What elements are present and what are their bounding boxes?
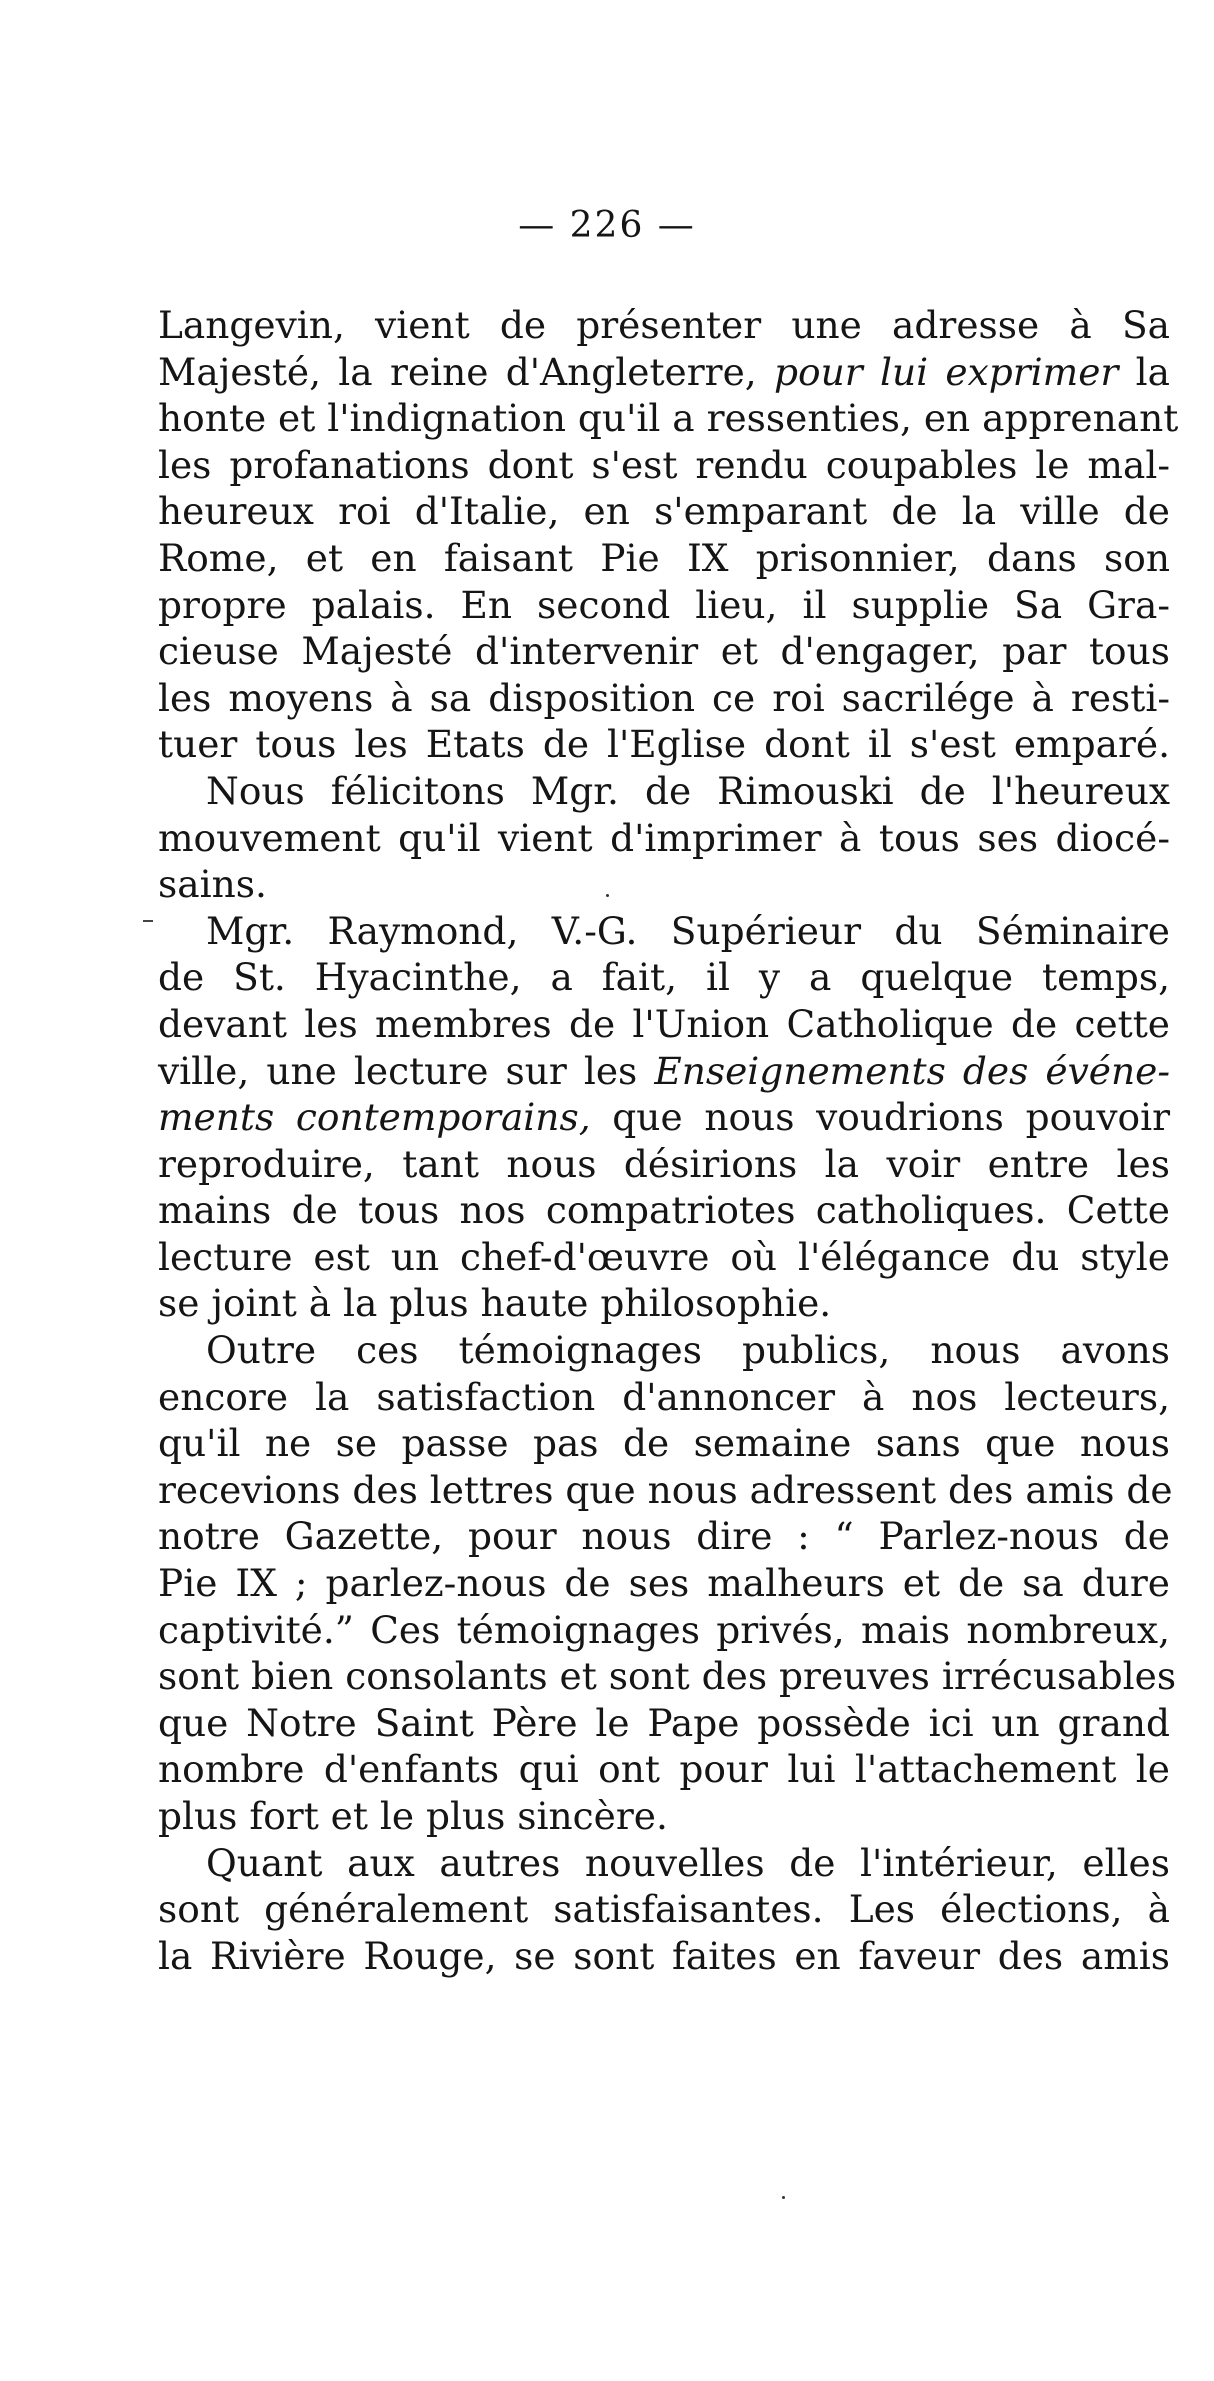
text-line (158, 1094, 1170, 1141)
text-line: reproduire, tant nous désirions la voir entre les (158, 1141, 1170, 1186)
text-line: tuer tous les Etats de l'Eglise dont il s'est emparé. (158, 722, 1170, 767)
text-line: nombre d'enfants qui ont pour lui l'attachement le (158, 1747, 1170, 1792)
italic-run: pour lui exprimer (773, 349, 1119, 394)
text-line: lecture est un chef-d'œuvre où l'élégance du style (158, 1234, 1170, 1279)
text-line: Langevin, vient de présenter une adresse à Sa (158, 303, 1170, 347)
text-line: que Notre Saint Père le Pape possède ici un grand (158, 1700, 1170, 1745)
page-number: — 226 — (518, 205, 696, 246)
text-line: mains de tous nos compatriotes catholiques. Cette (158, 1188, 1170, 1233)
text-line: sont généralement satisfaisantes. Les élections, à (158, 1887, 1170, 1932)
text-line: la Rivière Rouge, se sont faites en faveur des amis (158, 1933, 1170, 1978)
text-run: que nous voudrions pouvoir (612, 1095, 1170, 1140)
text-run: la (1118, 349, 1170, 394)
paragraph-start-line: Outre ces témoignages publics, nous avons (206, 1328, 1170, 1373)
text-run: Majesté, la reine d'Angleterre, (158, 349, 774, 394)
text-line: Pie IX ; parlez-nous de ses malheurs et de sa dure (158, 1561, 1170, 1606)
text-line: qu'il ne se passe pas de semaine sans que nous (158, 1421, 1170, 1466)
paragraph-start-line: Quant aux autres nouvelles de l'intérieur, elles (206, 1840, 1170, 1885)
text-line: notre Gazette, pour nous dire : “ Parlez-nous de (158, 1514, 1170, 1559)
paragraph-start-line: Nous félicitons Mgr. de Rimouski de l'heureux (206, 768, 1170, 813)
text-line (158, 349, 1170, 396)
ink-speck (606, 894, 609, 897)
paragraph-start-line: Mgr. Raymond, V.-G. Supérieur du Séminaire (206, 908, 1170, 953)
text-line: captivité.” Ces témoignages privés, mais nombreux, (158, 1607, 1170, 1652)
text-line: les profanations dont s'est rendu coupables le mal- (158, 442, 1170, 487)
text-line: heureux roi d'Italie, en s'emparant de la ville de (158, 489, 1170, 534)
text-line: Rome, et en faisant Pie IX prisonnier, dans son (158, 535, 1170, 580)
ink-speck (782, 2196, 785, 2199)
paragraph-end-line: sains. (158, 862, 267, 907)
paragraph-end-line: se joint à la plus haute philosophie. (158, 1281, 832, 1326)
text-line: recevions des lettres que nous adressent des amis de (158, 1467, 1173, 1512)
text-line (158, 1048, 1170, 1095)
text-run: ville, une lecture sur les (158, 1048, 638, 1093)
text-line: cieuse Majesté d'intervenir et d'engager, par tous (158, 629, 1170, 674)
text-line: devant les membres de l'Union Catholique de cette (158, 1001, 1170, 1046)
text-line: encore la satisfaction d'annoncer à nos lecteurs, (158, 1374, 1170, 1419)
text-line: mouvement qu'il vient d'imprimer à tous ses diocé- (158, 815, 1170, 860)
text-line: propre palais. En second lieu, il supplie Sa Gra- (158, 582, 1170, 627)
body-text (158, 302, 1179, 1979)
italic-run: Enseignements des événe- (654, 1048, 1171, 1093)
paragraph-end-line: plus fort et le plus sincère. (158, 1794, 668, 1838)
italic-run: ments contemporains, (158, 1095, 591, 1140)
text-line: honte et l'indignation qu'il a ressenties, en apprenant (158, 396, 1179, 441)
text-line: de St. Hyacinthe, a fait, il y a quelque temps, (158, 955, 1170, 1000)
text-line: les moyens à sa disposition ce roi sacrilége à resti- (158, 675, 1170, 720)
margin-dash-mark (143, 920, 153, 922)
text-line: sont bien consolants et sont des preuves irrécusables (158, 1654, 1177, 1699)
